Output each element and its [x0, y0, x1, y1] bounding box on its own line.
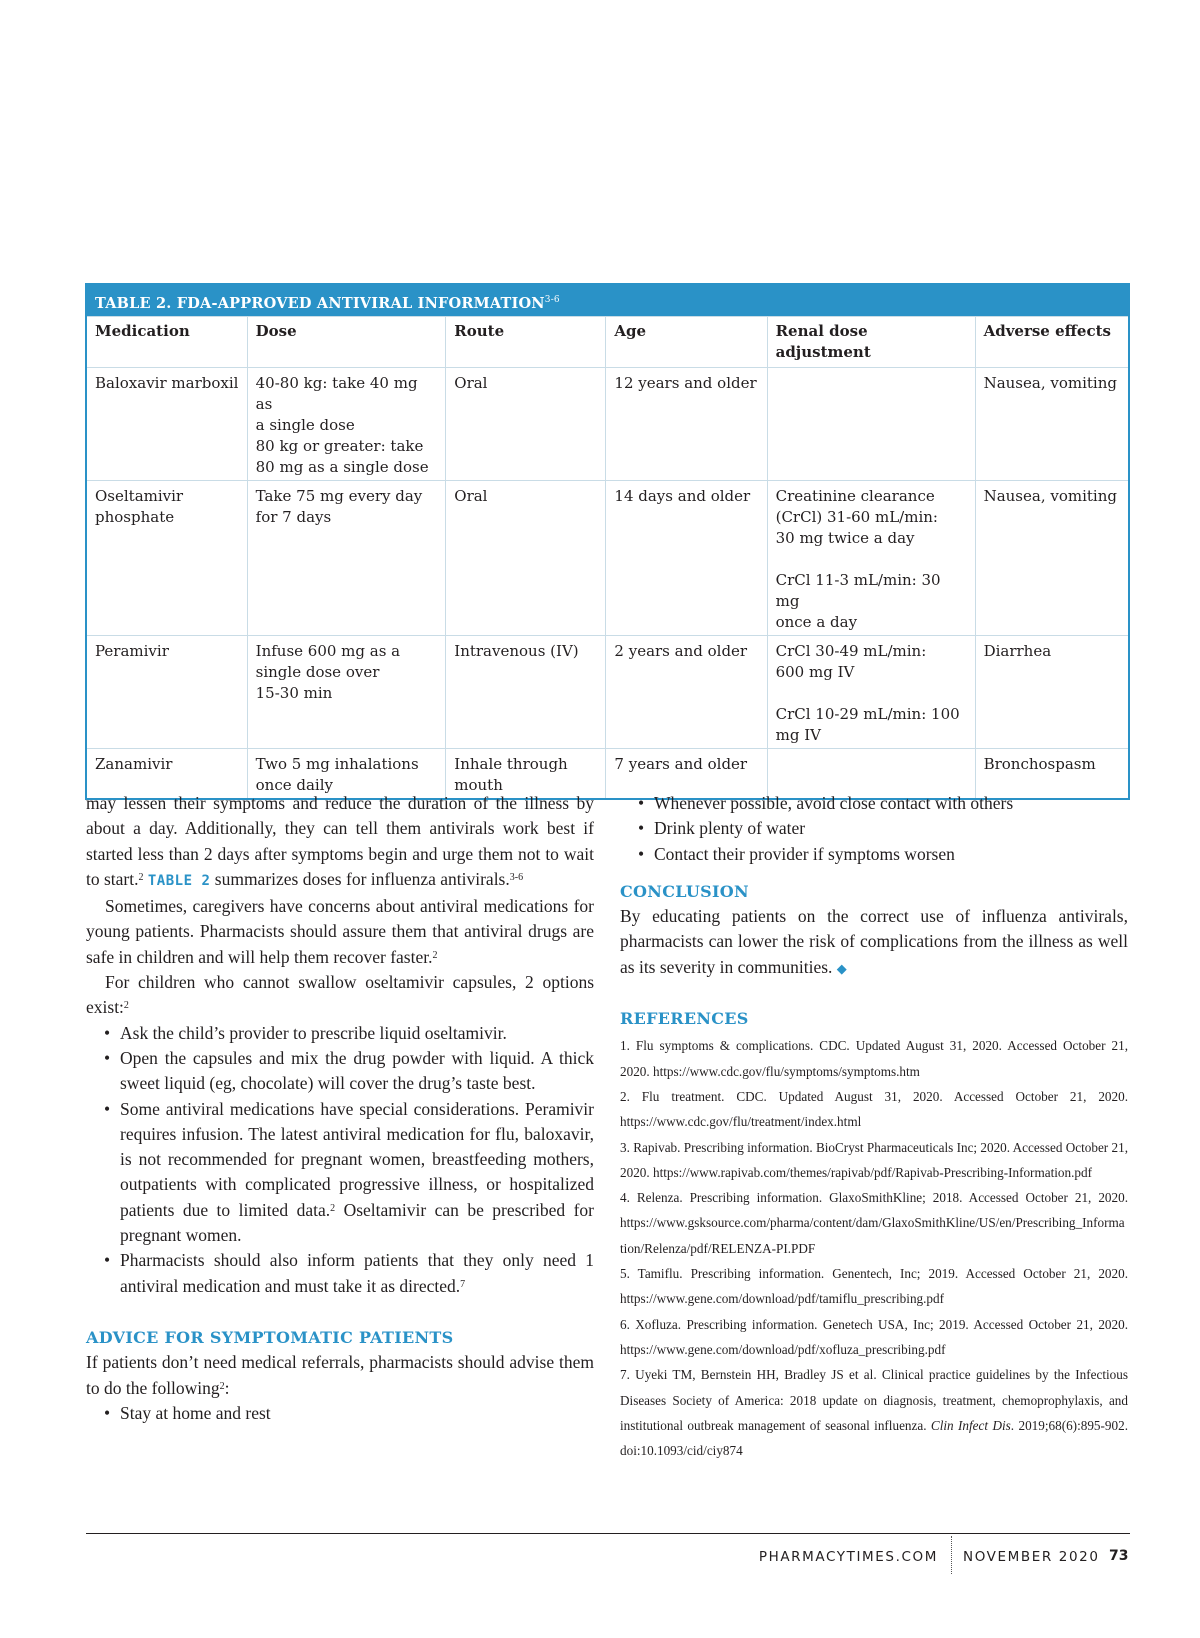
header-renal-dose-adjustment: Renal dose adjustment — [767, 317, 975, 368]
cell-text — [776, 683, 967, 704]
paragraph-text: For children who cannot swallow oseltamivir capsules, 2 options exist: — [86, 972, 594, 1018]
header-dose: Dose — [247, 317, 446, 368]
citation: 2 — [219, 1380, 225, 1392]
cell-medication — [87, 481, 247, 636]
references-heading: REFERENCES — [620, 1009, 749, 1029]
paragraph-text: summarizes doses for influenza antivirals. — [210, 868, 510, 889]
reference-item: 2. Flu treatment. CDC. Updated August 31, 2020. Accessed October 21, 2020. https://www.cdc.gov/flu/treatment/index.html — [620, 1088, 1128, 1130]
cell-route — [446, 368, 606, 481]
cell-adverse — [975, 481, 1128, 636]
header-medication: Medication — [87, 317, 247, 368]
cell-text: Oral — [454, 374, 488, 392]
cell-text: Zanamivir — [95, 755, 173, 773]
references-list — [620, 1033, 1128, 1463]
list-item: • Ask the child’s provider to prescribe liquid oseltamivir. — [104, 1022, 507, 1043]
cell-text: Nausea, vomiting — [983, 374, 1117, 392]
paragraph-children-options — [86, 970, 594, 1021]
cell-route — [446, 481, 606, 636]
list-item: • Pharmacists should also inform patients that they only need 1 antiviral medication and must take it as directed.$^7$ — [104, 1250, 594, 1296]
cell-text: Infuse 600 mg as a — [255, 642, 401, 660]
cell-text: 600 mg IV — [775, 663, 855, 681]
reference-item — [620, 1362, 1128, 1463]
footer-issue-date: NOVEMBER 2020 — [963, 1549, 1100, 1565]
cell-route — [446, 636, 606, 749]
cell-text: Baloxavir marboxil — [95, 374, 239, 392]
list-item: • Some antiviral medications have special considerations. Peramivir requires infusion. The latest antiviral medication for flu, baloxavir, is not recommended for pregnant women, breastfeeding mothers, outpatients with complicated progressive illness, or hospitalized patients due to limited data.$^2$ Oseltamivir can be prescribed for pregnant women. — [104, 1098, 594, 1246]
list-item: • Contact their provider if symptoms worsen — [638, 843, 955, 864]
citation: 2 — [330, 1202, 336, 1214]
paragraph-text: : — [224, 1377, 230, 1398]
cell-dose — [247, 368, 446, 481]
table-row — [87, 636, 1128, 749]
cell-text: Bronchospasm — [983, 755, 1096, 773]
table-title-citation: 3-6 — [544, 295, 560, 305]
advice-heading: ADVICE FOR SYMPTOMATIC PATIENTS — [86, 1327, 454, 1347]
cell-text: Oral — [454, 487, 488, 505]
table-2-reference-link[interactable]: TABLE 2 — [147, 872, 211, 889]
cell-text: Peramivir — [95, 642, 169, 660]
list-item-text: Open the capsules and mix the drug powder with liquid. A thick sweet liquid (eg, chocolate) will cover the drug’s taste best. — [120, 1047, 594, 1094]
reference-item: 4. Relenza. Prescribing information. GlaxoSmithKline; 2018. Accessed October 21, 2020. https://www.gsksource.com/pharma/content/dam/GlaxoSmithKline/US/en/Prescribing_Information/Relenza/pdf/RELENZA-PI.PDF — [620, 1190, 1128, 1256]
cell-text: once a day — [775, 613, 858, 631]
table-header-row — [87, 317, 1128, 368]
cell-text: 80 kg or greater: take — [255, 437, 424, 455]
reference-item: 6. Xofluza. Prescribing information. Genetech USA, Inc; 2019. Accessed October 21, 2020. https://www.gene.com/download/pdf/xofluza_prescribing.pdf — [620, 1316, 1128, 1357]
citation: 7 — [460, 1278, 466, 1290]
cell-text: 40-80 kg: take 40 mg as — [255, 374, 418, 413]
cell-text: Nausea, vomiting — [983, 487, 1117, 505]
list-item-text: Contact their provider if symptoms worsen — [654, 843, 955, 864]
cell-text: 7 years and older — [614, 755, 748, 773]
cell-text — [776, 549, 967, 570]
cell-text: 12 years and older — [614, 374, 757, 392]
cell-age — [606, 368, 767, 481]
page-number: 73 — [1109, 1548, 1129, 1564]
list-item-text: Drink plenty of water — [654, 818, 806, 839]
cell-text: a single dose — [255, 416, 355, 434]
list-item: • Whenever possible, avoid close contact with others — [638, 793, 1014, 813]
cell-adverse — [975, 368, 1128, 481]
cell-dose — [247, 636, 446, 749]
reference-item: 1. Flu symptoms & complications. CDC. Updated August 31, 2020. Accessed October 21, 2020. https://www.cdc.gov/flu/symptoms/symptoms.htm — [620, 1038, 1128, 1079]
cell-adverse — [975, 636, 1128, 749]
cell-text: Creatinine clearance — [775, 487, 935, 505]
cell-text: phosphate — [95, 508, 175, 526]
reference-text: . 2019;68(6):895-902. doi:10.1093/cid/ciy874 — [620, 1417, 1128, 1459]
end-mark-icon: ◆ — [836, 960, 847, 976]
citation: 2 — [432, 949, 438, 961]
cell-text: 15-30 min — [255, 684, 333, 702]
cell-text: CrCl 10-29 mL/min: 100 — [775, 705, 960, 723]
cell-renal — [767, 368, 975, 481]
cell-medication — [87, 368, 247, 481]
list-item-text: Pharmacists should also inform patients that they only need 1 antiviral medication and must take it as directed. — [120, 1250, 594, 1296]
cell-text: single dose over — [255, 663, 380, 681]
antiviral-table — [85, 283, 1130, 800]
list-item-text: Whenever possible, avoid close contact with others — [654, 793, 1014, 813]
list-item-text: Stay at home and rest — [120, 1402, 271, 1423]
paragraph-antiviral-benefits — [86, 791, 594, 894]
reference-journal: Clin Infect Dis — [930, 1417, 1011, 1433]
antiviral-data-table — [87, 316, 1128, 798]
list-item: • Open the capsules and mix the drug powder with liquid. A thick sweet liquid (eg, chocolate) will cover the drug’s taste best. — [104, 1047, 594, 1094]
cell-text: mg IV — [775, 726, 821, 744]
cell-age — [606, 481, 767, 636]
citation: 3-6 — [509, 871, 524, 883]
cell-text: CrCl 30-49 mL/min: — [775, 642, 927, 660]
cell-medication — [87, 636, 247, 749]
table-title — [87, 285, 1128, 316]
conclusion-heading: CONCLUSION — [620, 881, 749, 901]
cell-text: 30 mg twice a day — [775, 529, 915, 547]
paragraph-text: By educating patients on the correct use of influenza antivirals, pharmacists can lower the risk of complications from the illness as well as its severity in communities. — [620, 906, 1128, 977]
cell-text: for 7 days — [255, 508, 332, 526]
cell-text: Oseltamivir — [95, 487, 184, 505]
paragraph-advice — [86, 1350, 594, 1401]
header-route: Route — [446, 317, 606, 368]
header-adverse-effects: Adverse effects — [975, 317, 1128, 368]
cell-text: 14 days and older — [614, 487, 751, 505]
table-row — [87, 481, 1128, 636]
cell-text: Take 75 mg every day — [255, 487, 423, 505]
table-row — [87, 368, 1128, 481]
cell-text: (CrCl) 31-60 mL/min: — [775, 508, 938, 526]
cell-dose — [247, 481, 446, 636]
cell-text: 80 mg as a single dose — [255, 458, 429, 476]
cell-text: Diarrhea — [983, 642, 1052, 660]
citation: 2 — [123, 1000, 129, 1012]
cell-text: mouth — [454, 776, 503, 794]
list-item-text: Ask the child’s provider to prescribe liquid oseltamivir. — [120, 1022, 507, 1043]
right-column — [620, 791, 1128, 1463]
cell-renal — [767, 481, 975, 636]
footer-site: PHARMACYTIMES.COM — [758, 1549, 938, 1565]
cell-text: once daily — [255, 776, 333, 794]
paragraph-text: may lessen their symptoms and reduce the duration of the illness by about a day. Additionally, they can tell them antivirals work best if started less than 2 days after symptoms begin and urge them not to wait to start. — [86, 793, 594, 889]
list-item: • Drink plenty of water — [638, 818, 806, 839]
citation: 2 — [138, 871, 144, 883]
cell-text: 2 years and older — [614, 642, 748, 660]
paragraph-conclusion — [620, 904, 1128, 981]
list-item-text: Oseltamivir can be prescribed for pregnant women. — [120, 1199, 594, 1246]
left-column — [86, 791, 594, 1426]
cell-text: Intravenous (IV) — [454, 642, 579, 660]
footer-divider — [951, 1536, 952, 1574]
paragraph-text: Sometimes, caregivers have concerns about antiviral medications for young patients. Pharmacists should assure them that antiviral drugs are safe in children and will help them recover faster. — [86, 896, 594, 967]
cell-text: Two 5 mg inhalations — [255, 755, 419, 773]
reference-item: 5. Tamiflu. Prescribing information. Genentech, Inc; 2019. Accessed October 21, 2020. https://www.gene.com/download/pdf/tamiflu_prescribing.pdf — [620, 1266, 1128, 1307]
table-title-text: TABLE 2. FDA-APPROVED ANTIVIRAL INFORMATION — [95, 294, 545, 312]
footer-rule — [86, 1533, 1130, 1534]
cell-age — [606, 636, 767, 749]
cell-text: Inhale through — [454, 755, 568, 773]
paragraph-text: If patients don’t need medical referrals, pharmacists should advise them to do the following — [86, 1352, 594, 1398]
header-age: Age — [606, 317, 767, 368]
list-item: • Stay at home and rest — [104, 1402, 271, 1423]
paragraph-caregiver-concerns — [86, 894, 594, 970]
reference-text: 7. Uyeki TM, Bernstein HH, Bradley JS et al. Clinical practice guidelines by the Infectious Diseases Society of America: 2018 update on diagnosis, treatment, chemoprophylaxis, and institutional outbreak management of seasonal influenza. — [620, 1367, 1128, 1433]
reference-item: 3. Rapivab. Prescribing information. BioCryst Pharmaceuticals Inc; 2020. Accessed October 21, 2020. https://www.rapivab.com/themes/rapivab/pdf/Rapivab-Prescribing-Information.pdf — [620, 1139, 1128, 1180]
cell-text: CrCl 11-3 mL/min: 30 mg — [775, 571, 941, 610]
list-item-text: Some antiviral medications have special considerations. Peramivir requires infusion. The latest antiviral medication for flu, baloxavir, is not recommended for pregnant women, breastfeeding mothers, outpatients with complicated progressive illness, or hospitalized patients due to limited data. — [120, 1098, 594, 1220]
cell-renal — [767, 636, 975, 749]
